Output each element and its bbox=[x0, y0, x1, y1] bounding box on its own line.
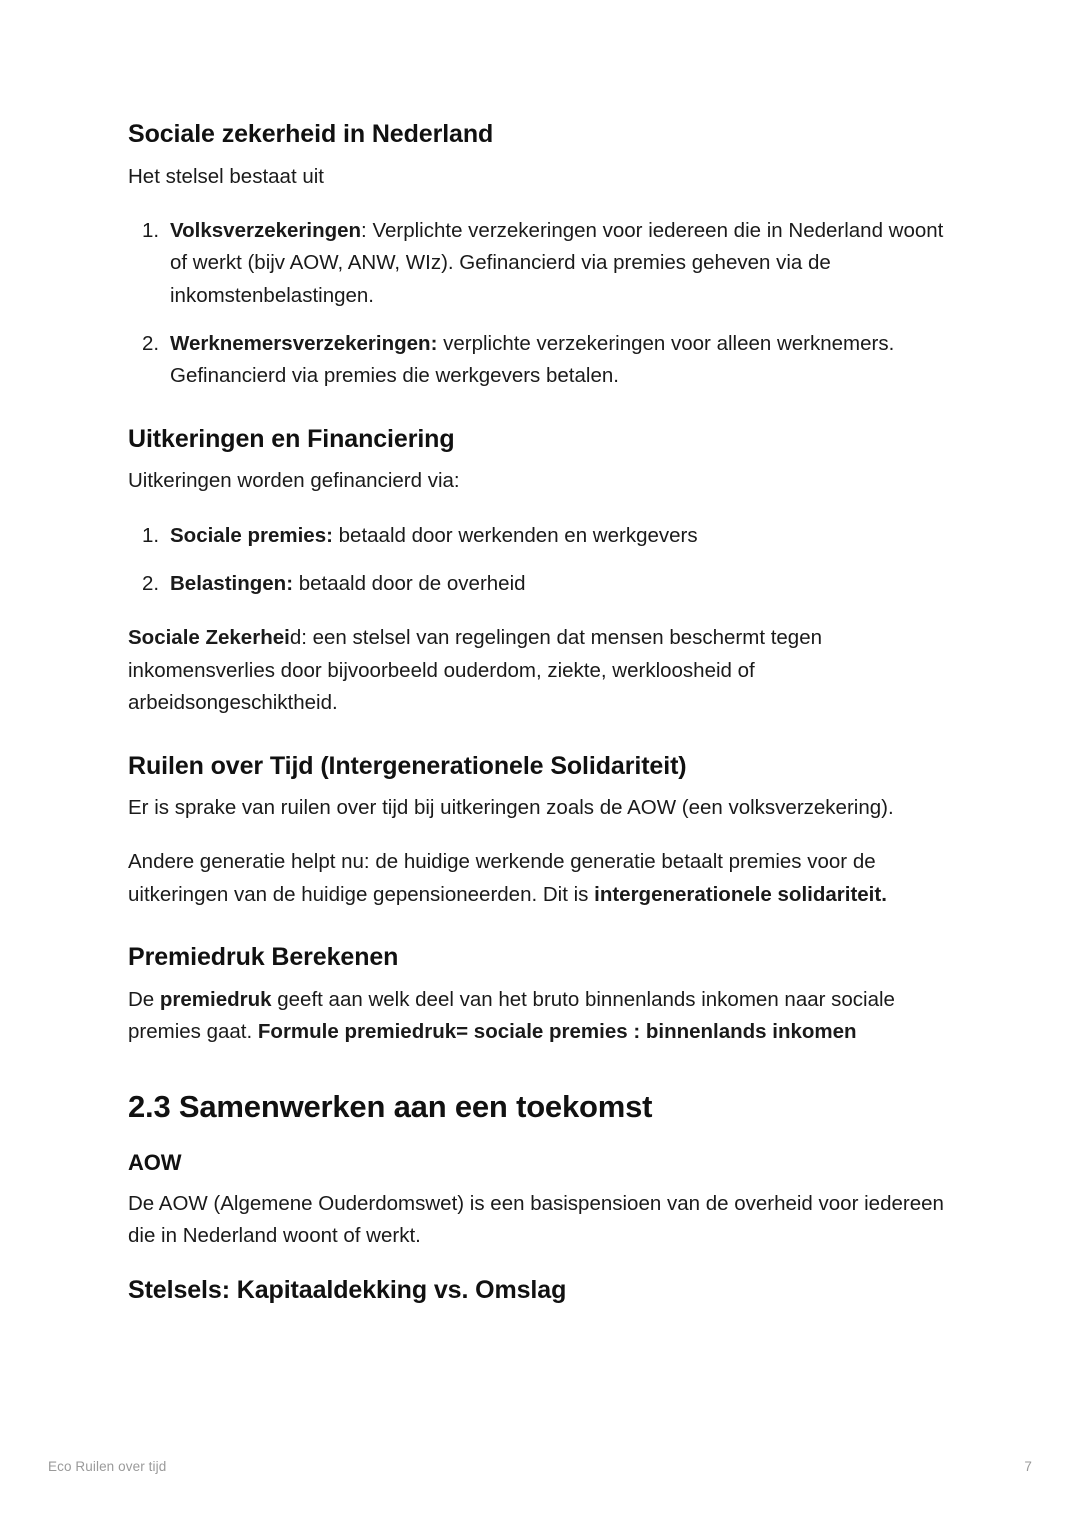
paragraph-text: Andere generatie helpt nu: de huidige werkende generatie betaalt premies voor de uitkeringen van de huidige gepensioneerden. Dit is bbox=[128, 850, 876, 906]
list-item bbox=[128, 328, 948, 393]
paragraph-aow: De AOW (Algemene Ouderdomswet) is een basispensioen van de overheid voor iedereen die in Nederland woont of werkt. bbox=[128, 1191, 944, 1248]
heading-aow: AOW bbox=[128, 1150, 182, 1176]
list-item-text: verplichte verzekeringen voor alleen werknemers. Gefinancierd via premies die werkgevers betalen. bbox=[170, 332, 895, 388]
definition-term: Sociale Zekerhei bbox=[128, 626, 290, 650]
heading-uitkeringen-financiering: Uitkeringen en Financiering bbox=[128, 424, 455, 453]
spacer bbox=[128, 824, 948, 846]
heading-premiedruk-berekenen: Premiedruk Berekenen bbox=[128, 943, 399, 972]
definition-text: d: een stelsel van regelingen dat mensen beschermt tegen inkomensverlies door bijvoorbeeld ouderdom, ziekte, werkloosheid of arbeidsongeschiktheid. bbox=[128, 626, 823, 715]
list-item bbox=[128, 215, 948, 312]
paragraph-text-start: De bbox=[128, 987, 160, 1011]
spacer bbox=[128, 1048, 948, 1088]
spacer bbox=[128, 974, 948, 984]
spacer bbox=[128, 312, 948, 328]
paragraph-premiedruk bbox=[128, 984, 948, 1049]
spacer bbox=[128, 911, 948, 941]
list-item-text: : Verplichte verzekeringen voor iedereen die in Nederland woont of werkt (bijv AOW, ANW, WIz). Gefinancierd via premies geheven via de inkomstenbelastingen. bbox=[170, 218, 944, 307]
spacer bbox=[128, 498, 948, 520]
spacer bbox=[128, 1127, 948, 1149]
list-marker: 1. bbox=[142, 218, 160, 242]
list-item-term: Volksverzekeringen bbox=[170, 218, 362, 242]
paragraph-emphasis: intergenerationele solidariteit. bbox=[594, 882, 887, 906]
spacer bbox=[128, 393, 948, 423]
list-item-term: Sociale premies: bbox=[170, 523, 333, 547]
list-item-term: Belastingen: bbox=[170, 572, 294, 595]
spacer bbox=[128, 1252, 948, 1274]
paragraph-term: premiedruk bbox=[159, 987, 272, 1011]
list-item-text: betaald door werkenden en werkgevers bbox=[332, 523, 698, 547]
heading-sociale-zekerheid: Sociale zekerheid in Nederland bbox=[128, 120, 494, 148]
list-volksverzekeringen bbox=[128, 215, 948, 393]
heading-stelsels-kapitaaldekking-omslag: Stelsels: Kapitaaldekking vs. Omslag bbox=[128, 1276, 567, 1305]
paragraph-formula: Formule premiedruk= sociale premies : binnenlands inkomen bbox=[257, 1020, 857, 1043]
spacer bbox=[128, 720, 948, 750]
list-item bbox=[128, 520, 948, 552]
list-item-text: betaald door de overheid bbox=[293, 572, 526, 595]
page-content bbox=[128, 118, 948, 1307]
spacer bbox=[128, 782, 948, 792]
spacer bbox=[128, 455, 948, 465]
paragraph-ruilen-over-tijd-2 bbox=[128, 846, 948, 911]
list-marker: 2. bbox=[142, 572, 160, 595]
spacer bbox=[128, 600, 948, 622]
list-financiering bbox=[128, 520, 948, 601]
paragraph-uitkeringen-intro: Uitkeringen worden gefinancierd via: bbox=[128, 469, 460, 493]
paragraph-definitie-sociale-zekerheid bbox=[128, 622, 948, 719]
spacer bbox=[128, 193, 948, 215]
footer-page-number: 7 bbox=[1024, 1458, 1032, 1474]
heading-samenwerken-aan-een-toekomst: 2.3 Samenwerken aan een toekomst bbox=[128, 1089, 653, 1125]
list-marker: 1. bbox=[142, 523, 160, 547]
heading-ruilen-over-tijd: Ruilen over Tijd (Intergenerationele Solidariteit) bbox=[128, 751, 687, 780]
list-marker: 2. bbox=[142, 332, 160, 355]
list-item-term: Werknemersverzekeringen: bbox=[170, 332, 438, 355]
footer-document-title: Eco Ruilen over tijd bbox=[48, 1458, 167, 1474]
spacer bbox=[128, 1178, 948, 1188]
paragraph-text-mid: geeft aan welk deel van het bruto binnenlands inkomen naar sociale premies gaat. bbox=[128, 987, 895, 1043]
paragraph-stelsel-intro: Het stelsel bestaat uit bbox=[128, 164, 324, 188]
list-item bbox=[128, 568, 948, 600]
spacer bbox=[128, 151, 948, 161]
spacer bbox=[128, 552, 948, 568]
page-footer bbox=[48, 1455, 1032, 1477]
paragraph-ruilen-over-tijd-1: Er is sprake van ruilen over tijd bij uitkeringen zoals de AOW (een volksverzekering). bbox=[128, 796, 894, 819]
